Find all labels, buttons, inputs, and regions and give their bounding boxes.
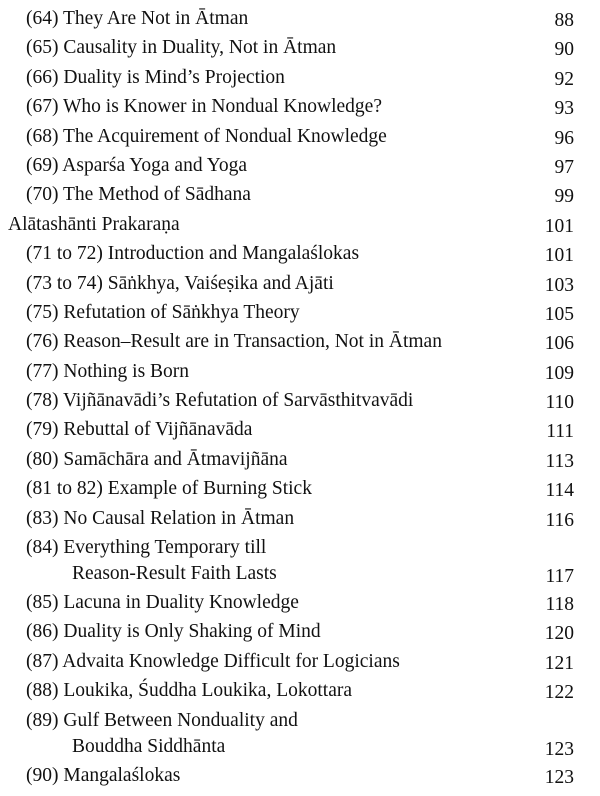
toc-page-number: 111 (546, 421, 574, 443)
toc-entry-title-line: (71 to 72) Introduction and Mangalaślokas (26, 243, 360, 265)
toc-entry-title-line: Alātashānti Prakaraṇa (8, 213, 180, 235)
toc-entry (0, 619, 600, 648)
toc-entry-title (26, 359, 189, 385)
toc-entry (0, 65, 600, 94)
toc-entry-title (26, 388, 413, 414)
toc-page-number: 123 (544, 738, 574, 760)
toc-page-number: 88 (554, 9, 574, 31)
toc-entry-title-line: (65) Causality in Duality, Not in Ātman (26, 37, 337, 59)
table-of-contents (0, 6, 600, 792)
toc-entry-title (26, 476, 312, 502)
toc-entry-title (26, 329, 442, 355)
toc-entry-title (26, 271, 334, 297)
toc-entry-title-line: (78) Vijñānavādi’s Refutation of Sarvāsthitvavādi (26, 390, 414, 412)
toc-entry (0, 388, 600, 417)
toc-entry-title-line: (83) No Causal Relation in Ātman (26, 507, 295, 529)
toc-entry-title (26, 678, 352, 704)
toc-entry (0, 763, 600, 792)
toc-page-number: 93 (554, 98, 574, 120)
toc-entry (0, 678, 600, 707)
toc-entry-title-line: (70) The Method of Sādhana (26, 184, 251, 206)
toc-entry (0, 708, 600, 763)
toc-entry-title (26, 619, 321, 645)
toc-page-number: 120 (544, 623, 574, 645)
toc-entry-title (26, 763, 180, 789)
toc-entry-title-line: (90) Mangalaślokas (26, 764, 181, 786)
toc-entry (0, 94, 600, 123)
toc-entry (0, 447, 600, 476)
toc-entry-title-line: (75) Refutation of Sāṅkhya Theory (26, 301, 300, 323)
toc-entry (0, 649, 600, 678)
toc-entry-title-line: (69) Asparśa Yoga and Yoga (26, 154, 248, 176)
toc-entry-title (8, 212, 180, 238)
toc-page-number: 101 (544, 245, 574, 267)
toc-page-number: 116 (545, 509, 574, 531)
toc-entry (0, 359, 600, 388)
toc-entry-title (26, 417, 252, 443)
toc-entry-title (26, 6, 248, 32)
toc-entry (0, 535, 600, 590)
toc-entry-title-line: (88) Loukika, Śuddha Loukika, Lokottara (26, 680, 353, 702)
toc-entry (0, 182, 600, 211)
toc-entry-title (26, 708, 298, 760)
toc-entry-title-line: (81 to 82) Example of Burning Stick (26, 478, 312, 500)
toc-page-number: 118 (545, 594, 574, 616)
toc-page-number: 96 (554, 127, 574, 149)
toc-entry-title-line: (67) Who is Knower in Nondual Knowledge? (26, 96, 382, 118)
toc-page-number: 99 (554, 186, 574, 208)
toc-entry (0, 506, 600, 535)
toc-page-number: 110 (545, 392, 574, 414)
toc-entry (0, 300, 600, 329)
toc-entry (0, 329, 600, 358)
toc-entry (0, 6, 600, 35)
toc-entry-title-line: (79) Rebuttal of Vijñānavāda (26, 419, 253, 441)
toc-entry-title-line: (73 to 74) Sāṅkhya, Vaiśeṣika and Ajāti (26, 272, 334, 294)
toc-page-number: 105 (544, 303, 574, 325)
toc-entry-title-line: (76) Reason–Result are in Transaction, Not in Ātman (26, 331, 442, 353)
toc-entry (0, 241, 600, 270)
toc-entry (0, 417, 600, 446)
toc-entry-title-line: (86) Duality is Only Shaking of Mind (26, 621, 321, 643)
toc-entry-title-line: (80) Samāchāra and Ātmavijñāna (26, 448, 288, 470)
toc-page-number: 101 (544, 215, 574, 237)
toc-entry-title-line: (68) The Acquirement of Nondual Knowledge (26, 125, 387, 147)
toc-page-number: 90 (554, 39, 574, 61)
toc-page-number: 123 (544, 766, 574, 788)
toc-entry-title (26, 535, 277, 587)
toc-entry-title (26, 506, 294, 532)
toc-entry-title (26, 124, 387, 150)
toc-page-number: 114 (545, 480, 574, 502)
toc-page-number: 103 (544, 274, 574, 296)
toc-page-number: 109 (544, 362, 574, 384)
toc-entry-title-line: (87) Advaita Knowledge Difficult for Logicians (26, 650, 400, 672)
toc-entry (0, 476, 600, 505)
toc-page-number: 97 (554, 156, 574, 178)
toc-entry-title (26, 94, 382, 120)
toc-entry-title (26, 649, 400, 675)
toc-page-number: 121 (544, 652, 574, 674)
toc-page-number: 92 (554, 68, 574, 90)
toc-entry-title-line: (85) Lacuna in Duality Knowledge (26, 592, 299, 614)
toc-entry-title-line: (84) Everything Temporary till (26, 537, 267, 559)
toc-entry-title-line: (77) Nothing is Born (26, 360, 190, 382)
toc-entry-title (26, 65, 285, 91)
toc-entry-title (26, 35, 336, 61)
toc-entry (0, 124, 600, 153)
toc-section-heading (0, 212, 600, 241)
toc-entry-title-continuation: Reason-Result Faith Lasts (72, 563, 277, 585)
toc-entry-title (26, 447, 288, 473)
toc-entry-title-line: (89) Gulf Between Nonduality and (26, 709, 298, 731)
toc-entry (0, 35, 600, 64)
toc-entry-title-line: (64) They Are Not in Ātman (26, 8, 249, 29)
toc-entry (0, 590, 600, 619)
toc-page-number: 106 (544, 333, 574, 355)
toc-entry-title-continuation: Bouddha Siddhānta (72, 735, 226, 757)
toc-entry-title (26, 153, 247, 179)
toc-entry-title (26, 241, 359, 267)
toc-entry-title-line: (66) Duality is Mind’s Projection (26, 66, 285, 88)
toc-entry-title (26, 300, 300, 326)
toc-page-number: 113 (545, 450, 574, 472)
toc-entry-title (26, 182, 251, 208)
toc-page-number: 117 (545, 566, 574, 588)
toc-page-number: 122 (544, 682, 574, 704)
toc-entry-title (26, 590, 299, 616)
toc-entry (0, 271, 600, 300)
toc-entry (0, 153, 600, 182)
